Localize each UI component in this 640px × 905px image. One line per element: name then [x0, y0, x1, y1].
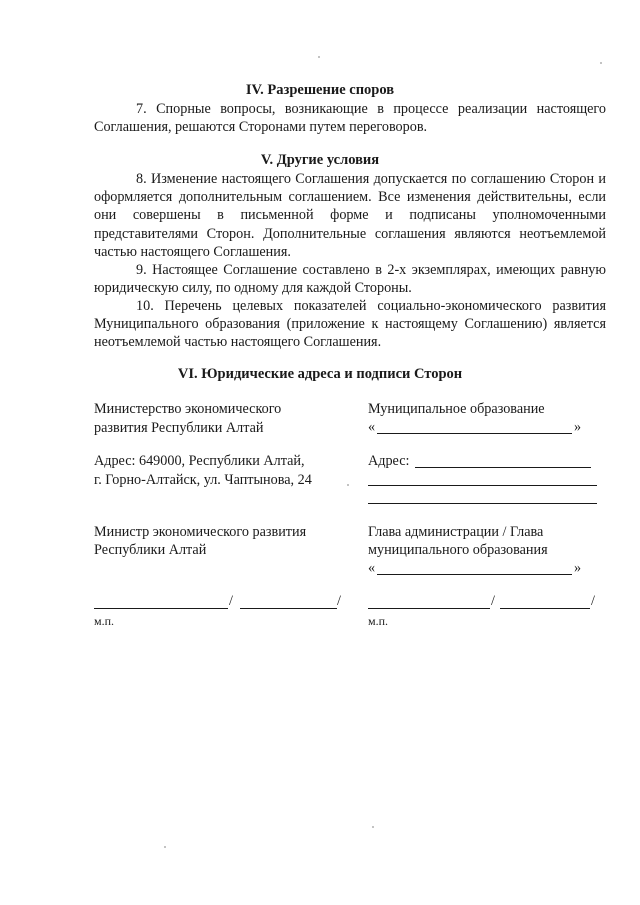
right-address-line-3 [368, 503, 597, 504]
section-4-heading: IV. Разрешение споров [245, 82, 395, 98]
right-signer-quote-open: « [368, 560, 376, 576]
right-signature-slash-1: / [491, 593, 495, 609]
left-signature-slash-1: / [229, 593, 233, 609]
right-signer-line1: Глава администрации / Глава [368, 524, 544, 540]
scan-speck [347, 484, 349, 486]
right-signature-slash-2: / [591, 593, 595, 609]
right-name-line [500, 608, 590, 609]
right-signer-line2: муниципального образования [368, 542, 548, 558]
right-org-name-line [377, 433, 572, 434]
right-org-quote-open: « [368, 419, 376, 435]
left-signature-slash-2: / [337, 593, 341, 609]
scan-speck [318, 56, 320, 58]
right-address-line-2 [368, 485, 597, 486]
clause-9: 9. Настоящее Соглашение составлено в 2-х экземплярах, имеющих равную юридическую силу, по одному для каждой Стороны. [94, 262, 606, 297]
section-5-heading: V. Другие условия [260, 152, 380, 168]
scan-speck [372, 826, 374, 828]
left-signer-line2: Республики Алтай [94, 542, 207, 558]
right-signer-name-line [377, 574, 572, 575]
left-org-line2: развития Республики Алтай [94, 420, 264, 436]
right-stamp-label: м.п. [368, 614, 389, 628]
scan-speck [600, 62, 602, 64]
clause-8: 8. Изменение настоящего Соглашения допускается по соглашению Сторон и оформляется дополнительным соглашением. Все изменения действительны, если они совершены в письменной форме и подписаны уполномоченными представителями Сторон. Дополнительные соглашения являются неотъемлемой частью настоящего Соглашения. [94, 171, 606, 260]
left-address-line1: Адрес: 649000, Республики Алтай, [94, 453, 305, 469]
section-6-heading: VI. Юридические адреса и подписи Сторон [177, 366, 463, 382]
right-signature-line [368, 608, 490, 609]
right-address-label: Адрес: [368, 453, 410, 469]
left-signature-line [94, 608, 228, 609]
clause-10: 10. Перечень целевых показателей социально-экономического развития Муниципального образования (приложение к настоящему Соглашению) является неотъемлемой частью настоящего Соглашения. [94, 298, 606, 351]
left-address-line2: г. Горно-Алтайск, ул. Чаптынова, 24 [94, 472, 312, 488]
right-org-quote-close: » [574, 419, 582, 435]
left-stamp-label: м.п. [94, 614, 115, 628]
left-org-line1: Министерство экономического [94, 401, 282, 417]
left-name-line [240, 608, 337, 609]
clause-7: 7. Спорные вопросы, возникающие в процессе реализации настоящего Соглашения, решаются Сторонами путем переговоров. [94, 101, 606, 136]
right-org-line1: Муниципальное образование [368, 401, 545, 417]
right-address-line-1 [415, 467, 591, 468]
left-signer-line1: Министр экономического развития [94, 524, 307, 540]
right-signer-quote-close: » [574, 560, 582, 576]
scan-speck [164, 846, 166, 848]
